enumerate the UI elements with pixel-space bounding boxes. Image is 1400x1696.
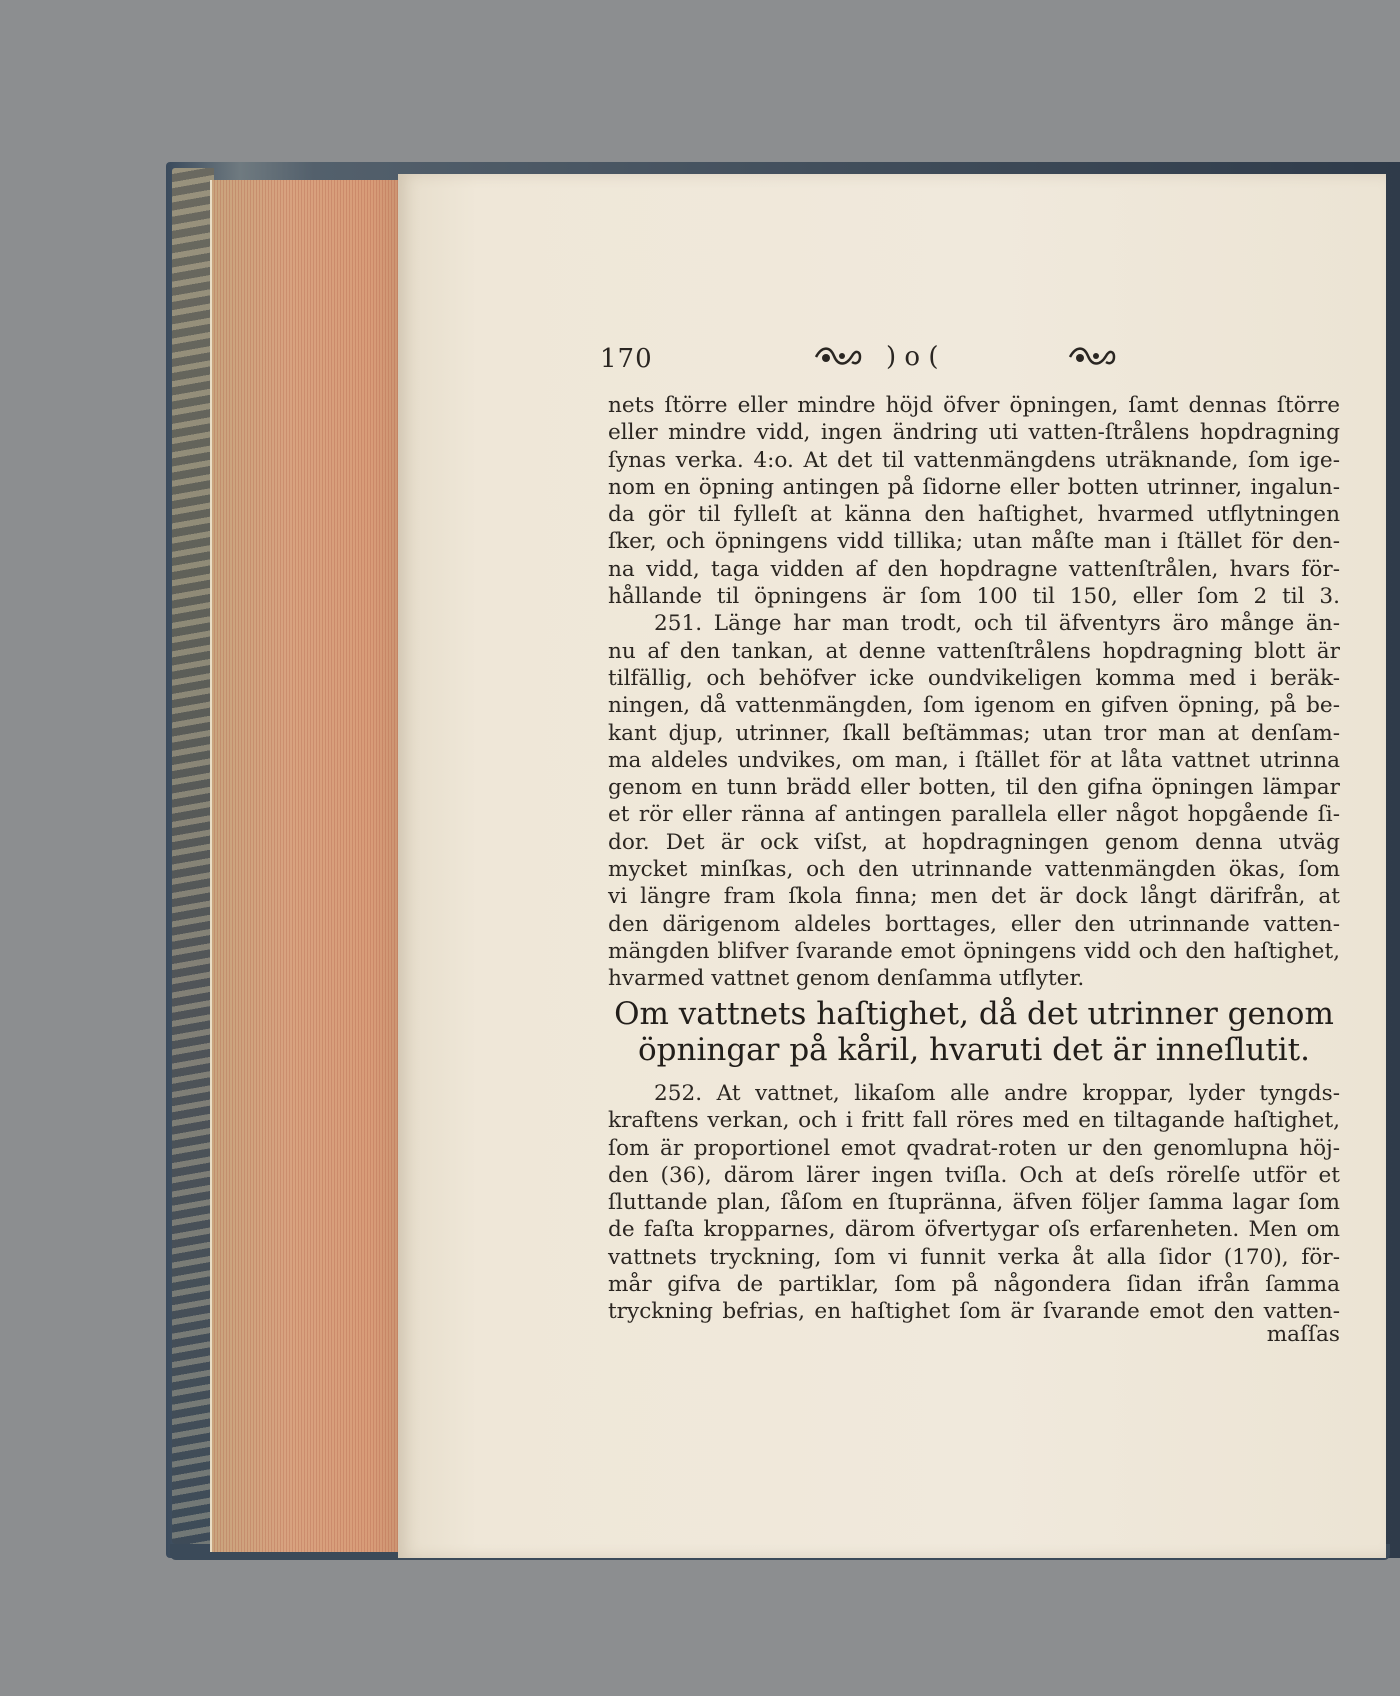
text-line: de faſta kropparnes, därom öfvertygar oſs erfarenheten. Men om [608, 1217, 1340, 1243]
text-line: nu af den tankan, at denne vattenſtrålens hopdragning blott är [608, 638, 1340, 664]
text-line: vi längre fram ſkola finna; men det är dock långt därifrån, at [608, 884, 1340, 910]
ornament-right-icon [1066, 344, 1118, 370]
heading-line: Om vattnets haſtighet, då det utrinner genom [614, 996, 1334, 1032]
marbled-endpaper [172, 168, 214, 1544]
text-line: 252. At vattnet, likaſom alle andre kroppar, lyder tyngds- [654, 1081, 1340, 1106]
text-line: den därigenom aldeles borttages, eller den utrinnande vatten- [608, 911, 1340, 937]
text-line: genom en tunn brädd eller botten, til den gifna öpningen lämpar [608, 775, 1340, 801]
section-heading [608, 996, 1340, 1068]
paragraph-3 [608, 1080, 1340, 1326]
text-line: vattnets tryckning, ſom vi funnit verka åt alla ſidor (170), för- [608, 1244, 1340, 1270]
text-line: ſker, och öpningens vidd tillika; utan måſte man i ſtället för den- [608, 529, 1340, 555]
text-line: nets ſtörre eller mindre höjd öfver öpningen, ſamt dennas ſtörre [608, 393, 1340, 418]
text-line: na vidd, taga vidden af den hopdragne vattenſtrålen, hvars för- [608, 556, 1340, 582]
ornament-left-icon [812, 344, 864, 370]
catchword: maſſas [1266, 1322, 1340, 1347]
paragraph-1 [608, 392, 1340, 993]
text-line: ſynas verka. 4:o. At det til vattenmängdens uträknande, ſom ige- [608, 447, 1340, 473]
text-line: ma aldeles undvikes, om man, i ſtället för at låta vattnet utrinna [608, 747, 1340, 773]
text-line: mängden blifver ſvarande emot öpningens vidd och den haſtighet, [608, 938, 1340, 964]
text-line: kraftens verkan, och i fritt fall röres med en tiltagande haſtighet, [608, 1108, 1340, 1134]
header-ornament-text: ) o ( [886, 342, 939, 372]
text-line: ſom är proportionel emot qvadrat-roten ur den genomlupna höj- [608, 1135, 1340, 1161]
text-line: et rör eller ränna af antingen parallela eller något hopgående ſi- [608, 802, 1340, 828]
text-line: da gör til fylleſt at känna den haſtighet, hvarmed utflytningen [608, 502, 1340, 528]
page-number: 170 [600, 344, 653, 374]
text-line: mycket minſkas, och den utrinnande vattenmängden ökas, ſom [608, 857, 1340, 883]
text-line: mår gifva de partiklar, ſom på någondera ſidan ifrån ſamma [608, 1272, 1340, 1298]
text-line: tryckning befrias, en haſtighet ſom är ſvarande emot den vatten- [608, 1299, 1340, 1325]
text-line: ningen, då vattenmängden, ſom igenom en gifven öpning, på be- [608, 693, 1340, 719]
text-line: tilfällig, och behöfver icke oundvikeligen komma med i beräk- [608, 665, 1340, 691]
text-line: dor. Det är ock viſst, at hopdragningen genom denna utväg [608, 829, 1340, 855]
text-line: den (36), därom lärer ingen tviſla. Och at deſs rörelſe utför et [608, 1162, 1340, 1188]
text-line: hvarmed vattnet genom denſamma utflyter. [608, 966, 1085, 992]
page-edges [210, 180, 410, 1552]
text-line: eller mindre vidd, ingen ändring uti vatten-ſtrålens hopdragning [608, 420, 1340, 446]
text-line: nom en öpning antingen på ſidorne eller botten utrinner, ingalun- [608, 474, 1340, 500]
text-line: 251. Länge har man trodt, och til äfventyrs äro månge än- [654, 611, 1340, 637]
heading-line: öpningar på kåril, hvaruti det är inneſlutit. [637, 1032, 1310, 1068]
text-line: kant djup, utrinner, ſkall beſtämmas; utan tror man at denſam- [608, 720, 1340, 746]
text-line: ſluttande plan, ſåſom en ſtupränna, äfven följer ſamma lagar ſom [608, 1190, 1340, 1216]
text-line: hållande til öpningens är ſom 100 til 150, eller ſom 2 til 3. [608, 584, 1340, 610]
page-header [600, 340, 1140, 380]
